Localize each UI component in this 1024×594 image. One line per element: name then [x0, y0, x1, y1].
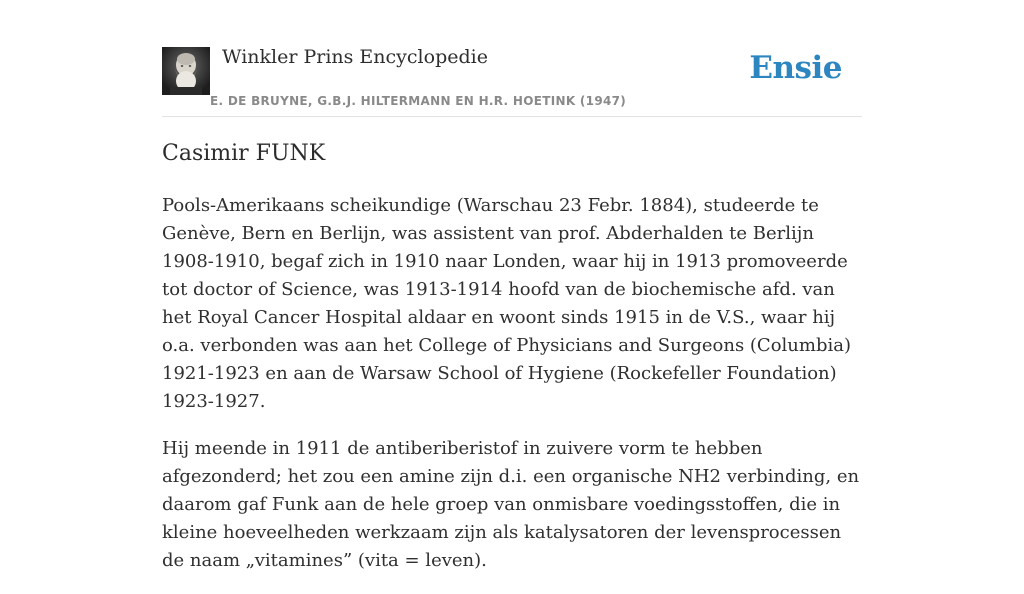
site-title[interactable]: Winkler Prins Encyclopedie [222, 46, 488, 68]
article-title: Casimir FUNK [162, 141, 326, 166]
portrait-icon [162, 47, 210, 95]
ensie-logo-link[interactable]: Ensie [749, 50, 842, 86]
article-paragraph: Pools-Amerikaans scheikundige (Warschau 23 Febr. 1884), studeerde te Genève, Bern en Berlijn, was assistent van prof. Abderhalden te Berlijn 1908-1910, begaf zich in 1910 naar Londen, waar hij in 1913 promoveerde tot doctor of Science, was 1913-1914 hoofd van de biochemische afd. van het Royal Cancer Hospital aldaar en woont sinds 1915 in de V.S., waar hij o.a. verbonden was aan het College of Physicians and Surgeons (Columbia) 1921-1923 en aan de Warsaw School of Hygiene (Rockefeller Foundation) 1923-1927. [162, 195, 851, 412]
author-avatar[interactable] [162, 47, 210, 95]
page [162, 0, 862, 571]
source-byline: E. DE BRUYNE, G.B.J. HILTERMANN EN H.R. HOETINK (1947) [210, 94, 627, 108]
page-header [162, 0, 862, 117]
article-paragraph: Hij meende in 1911 de antiberiberistof in zuivere vorm te hebben afgezonderd; het zou een amine zijn d.i. een organische NH2 verbinding, en daarom gaf Funk aan de hele groep van onmisbare voedingsstoffen, die in kleine hoeveelheden werkzaam zijn als katalysatoren der levensprocessen de naam „vitamines” (vita = leven). [162, 438, 860, 571]
article-body [162, 192, 862, 594]
